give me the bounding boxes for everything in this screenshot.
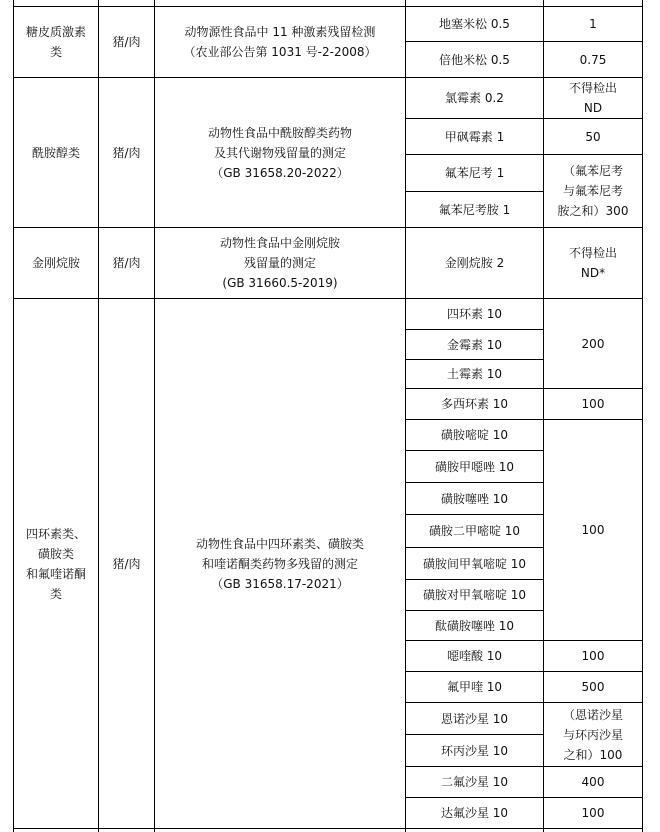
analyte-cell: 环丙沙星 10 <box>440 743 509 758</box>
analyte-cell: 噁喹酸 10 <box>446 649 503 663</box>
analyte-cell: 磺胺嘧啶 10 <box>440 428 509 442</box>
method-cell: 动物性食品中酰胺醇类药物 及其代谢物残留量的测定 （GB 31658.20-2022） <box>207 125 352 180</box>
limit-cell: 100 <box>581 649 605 663</box>
analyte-cell: 恩诺沙星 10 <box>440 711 509 726</box>
limit-cell: 100 <box>581 523 605 537</box>
analyte-cell: 磺胺对甲氧嘧啶 10 <box>422 588 527 602</box>
limit-cell: 100 <box>581 806 605 820</box>
limit-cell: 500 <box>581 680 605 694</box>
limit-cell: 不得检出 ND <box>568 81 617 115</box>
analyte-cell: 磺胺二甲嘧啶 10 <box>428 524 521 538</box>
analyte-cell: 磺胺噻唑 10 <box>440 491 509 506</box>
analyte-cell: 倍他米松 0.5 <box>439 52 510 67</box>
method-cell: 动物性食品中四环素类、磺胺类 和喹诺酮类药物多残留的测定 （GB 31658.17-2021） <box>195 536 364 591</box>
limit-cell: 50 <box>585 129 601 144</box>
method-cell: 动物性食品中金刚烷胺 残留量的测定 (GB 31660.5-2019) <box>219 236 340 290</box>
analyte-cell: 氟甲喹 10 <box>446 680 503 694</box>
analyte-cell: 磺胺间甲氧嘧啶 10 <box>422 556 527 571</box>
analyte-cell: 金刚烷胺 2 <box>444 256 505 270</box>
category-cell: 四环素类、 磺胺类 和氟喹诺酮 类 <box>25 526 86 601</box>
analyte-cell: 地塞米松 0.5 <box>439 17 510 31</box>
limit-cell: 不得检出 ND* <box>568 246 617 280</box>
limit-cell: 200 <box>581 336 605 351</box>
analyte-cell: 甲砜霉素 1 <box>444 129 505 144</box>
table-border-right <box>642 0 643 832</box>
analyte-cell: 土霉素 10 <box>446 367 503 381</box>
analyte-cell: 达氟沙星 10 <box>440 806 509 820</box>
analyte-cell: 四环素 10 <box>446 307 503 321</box>
category-cell: 金刚烷胺 <box>31 256 80 270</box>
row-divider <box>13 828 643 829</box>
limit-cell: （恩诺沙星 与环丙沙星 之和）100 <box>562 707 623 762</box>
limit-cell: 0.75 <box>579 52 607 67</box>
analyte-cell: 磺胺甲噁唑 10 <box>434 459 515 474</box>
category-cell: 酰胺醇类 <box>31 145 80 160</box>
matrix-cell: 猪/肉 <box>112 556 141 571</box>
limit-cell: （氟苯尼考 与氟苯尼考 胺之和）300 <box>557 164 629 218</box>
analyte-cell: 金霉素 10 <box>446 337 503 352</box>
matrix-cell: 猪/肉 <box>112 256 141 270</box>
analyte-cell: 酞磺胺噻唑 10 <box>434 618 515 633</box>
analyte-cell: 氟苯尼考 1 <box>444 166 505 180</box>
analyte-cell: 氟苯尼考胺 1 <box>438 202 511 217</box>
matrix-cell: 猪/肉 <box>112 145 141 160</box>
limit-cell: 1 <box>589 17 597 31</box>
matrix-cell: 猪/肉 <box>112 35 141 49</box>
analyte-cell: 多西环素 10 <box>440 397 509 411</box>
method-cell: 动物源性食品中 11 种激素残留检测 （农业部公告第 1031 号-2-2008） <box>183 25 377 59</box>
limit-cell: 400 <box>581 775 605 789</box>
limit-cell: 100 <box>581 397 605 411</box>
analyte-cell: 二氟沙星 10 <box>440 775 509 789</box>
category-cell: 糖皮质激素 类 <box>25 25 86 59</box>
analyte-cell: 氯霉素 0.2 <box>445 91 504 105</box>
